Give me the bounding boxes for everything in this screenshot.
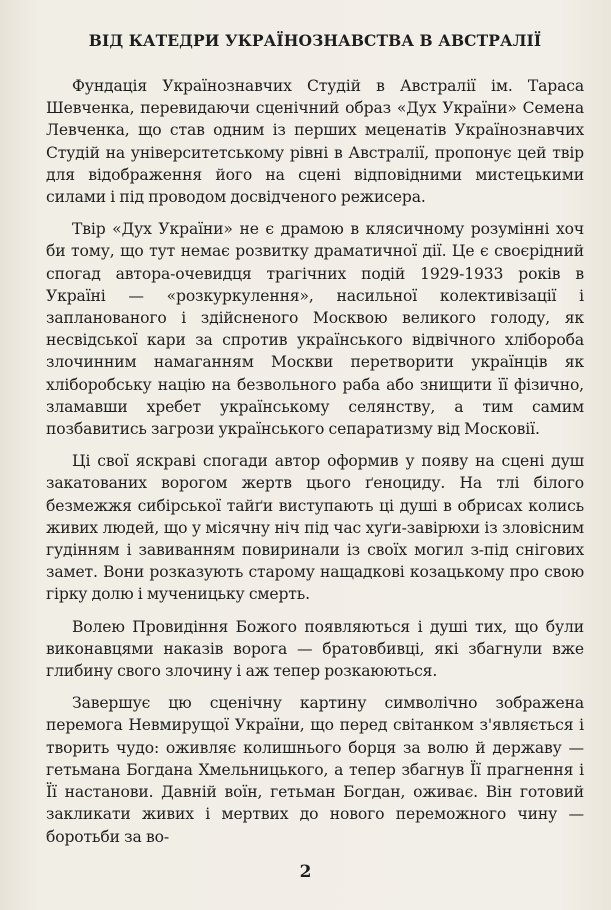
paragraph-2: Твір «Дух України» не є драмою в клясичному розумінні хоч би тому, що тут немає розвитку драматичної дії. Це є своєрідний спогад автора-очевидця трагічних подій 1929-1933 років в Україні — «розкуркулення», насильної колективізації і запланованого і здійсненого Москвою великого голоду, як несвідської кари за спротив українського відвічного хлібороба злочинним намаганням Москви перетворити українців як хліборобську націю на безвольного раба або знищити її фізично, зламавши хребет українському селянству, а тим самим позбавитись загрози українського сепаратизму від Московії.	[46, 220, 584, 439]
paragraph-1: Фундація Українознавчих Студій в Австралії ім. Тараса Шевченка, перевидаючи сценічний образ «Дух України» Семена Левченка, що став одним із перших меценатів Українознавчих Студій на університетському рівні в Австралії, пропонує цей твір для відображення його на сцені відповідними мистецькими силами і під проводом досвідченого режисера.	[46, 77, 584, 207]
document-title: ВІД КАТЕДРИ УКРАЇНОЗНАВСТВА В АВСТРАЛІЇ	[88, 31, 542, 50]
paragraph-5: Завершує цю сценічну картину символічно зображена перемога Невмирущої України, що перед світанком з'являється і творить чудо: оживляє колишнього борця за волю й державу — гетьмана Богдана Хмельницького, а тепер збагнув Її прагнення і Її настанови. Давній воїн, гетьман Богдан, оживає. Він готовий закликати живих і мертвих до нового переможного чину — боротьби за во-	[46, 694, 584, 846]
document-body	[46, 30, 584, 858]
paragraph-4: Волею Провидіння Божого появляються і душі тих, що були виконавцями наказів ворога — братовбивці, які збагнули вже глибину свого злочину і аж тепер розкаюються.	[46, 617, 584, 681]
page-number: 2	[299, 862, 312, 882]
paragraph-3: Ці свої яскраві спогади автор оформив у появу на сцені душ закатованих ворогом жертв цього ґеноциду. На тлі білого безмежжя сибірської тайґи виступають ці душі в обрисах колись живих людей, що у місячну ніч під час хуґи-завірюхи із зловісним гудінням і завиванням повиринали із своїх могил з-під снігових замет. Вони розказують старому нащадкові козацькому про свою гірку долю і мученицьку смерть.	[46, 452, 584, 604]
